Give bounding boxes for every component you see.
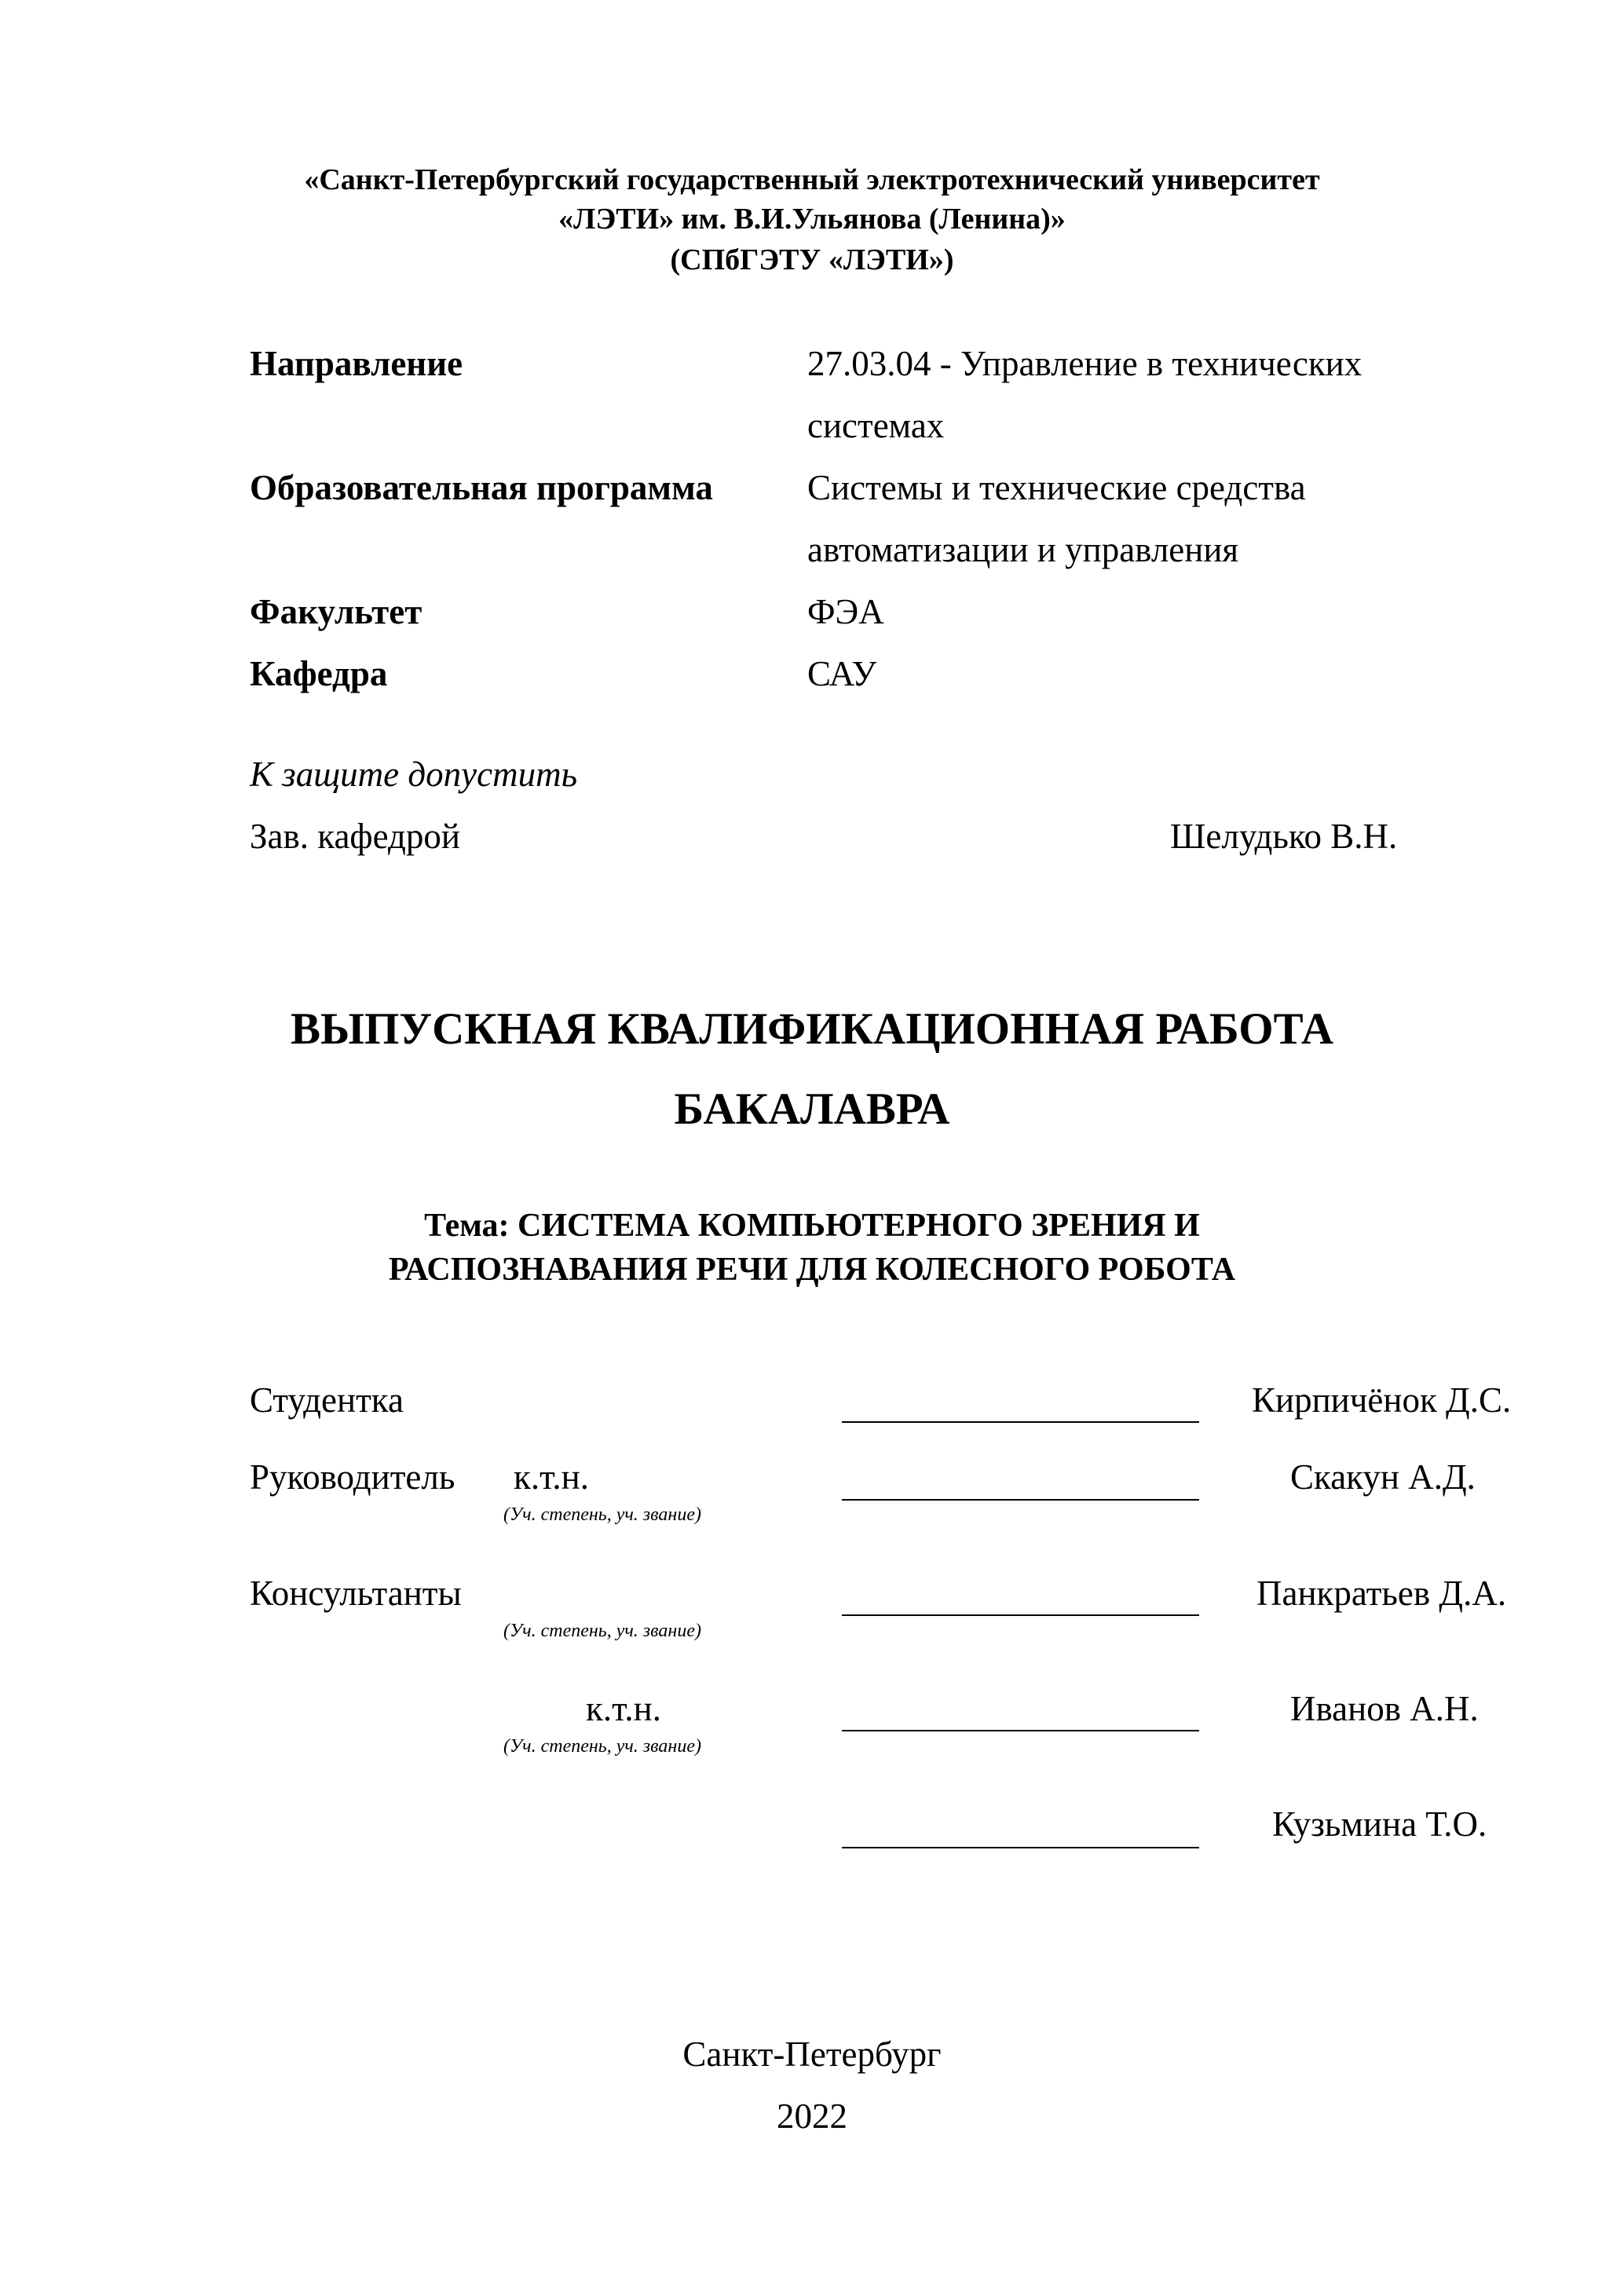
document-title-line2: БАКАЛАВРА: [674, 1084, 950, 1134]
document-title-line1: ВЫПУСКНАЯ КВАЛИФИКАЦИОННАЯ РАБОТА: [290, 1004, 1333, 1054]
city: Санкт-Петербург: [682, 2035, 942, 2074]
university-name-line1: «Санкт-Петербургский государственный электротехнический университет: [304, 163, 1320, 196]
supervisor-degree: к.т.н.: [514, 1457, 589, 1497]
consultant3-name: Кузьмина Т.О.: [1272, 1804, 1487, 1844]
university-abbr: (СПбГЭТУ «ЛЭТИ»): [670, 243, 954, 276]
head-of-department-name: Шелудько В.Н.: [1170, 817, 1398, 856]
department-value: САУ: [807, 654, 877, 693]
approval-note: К защите допустить: [250, 755, 578, 794]
department-label: Кафедра: [250, 654, 388, 693]
consultant2-degree-hint: (Уч. степень, уч. звание): [503, 1736, 701, 1757]
faculty-label: Факультет: [250, 592, 422, 631]
head-of-department-label: Зав. кафедрой: [250, 817, 460, 856]
consultant1-name: Панкратьев Д.А.: [1256, 1574, 1507, 1613]
student-name: Кирпичёнок Д.С.: [1252, 1380, 1512, 1420]
theme-line2: РАСПОЗНАВАНИЯ РЕЧИ ДЛЯ КОЛЕСНОГО РОБОТА: [388, 1252, 1236, 1288]
consultant2-degree: к.т.н.: [586, 1689, 661, 1728]
year: 2022: [777, 2097, 847, 2136]
direction-label: Направление: [250, 344, 463, 383]
supervisor-degree-hint: (Уч. степень, уч. звание): [503, 1504, 701, 1525]
supervisor-signature-line: [842, 1499, 1199, 1501]
direction-value: 27.03.04 - Управление в технических: [807, 344, 1362, 383]
program-value: Системы и технические средства: [807, 468, 1306, 507]
university-name-line2: «ЛЭТИ» им. В.И.Ульянова (Ленина)»: [558, 203, 1066, 236]
theme-line1: Тема: СИСТЕМА КОМПЬЮТЕРНОГО ЗРЕНИЯ И: [424, 1208, 1200, 1244]
student-role: Студентка: [250, 1380, 404, 1420]
consultant1-signature-line: [842, 1614, 1199, 1616]
program-label: Образовательная программа: [250, 468, 713, 507]
consultants-role: Консультанты: [250, 1574, 462, 1613]
consultant1-degree-hint: (Уч. степень, уч. звание): [503, 1621, 701, 1641]
consultant3-signature-line: [842, 1847, 1199, 1848]
supervisor-role: Руководитель: [250, 1457, 455, 1497]
consultant2-signature-line: [842, 1730, 1199, 1731]
student-signature-line: [842, 1421, 1199, 1423]
faculty-value: ФЭА: [807, 592, 884, 631]
consultant2-name: Иванов А.Н.: [1290, 1689, 1479, 1728]
supervisor-name: Скакун А.Д.: [1290, 1457, 1476, 1497]
direction-value-cont: системах: [807, 406, 945, 445]
program-value-cont: автоматизации и управления: [807, 530, 1239, 569]
